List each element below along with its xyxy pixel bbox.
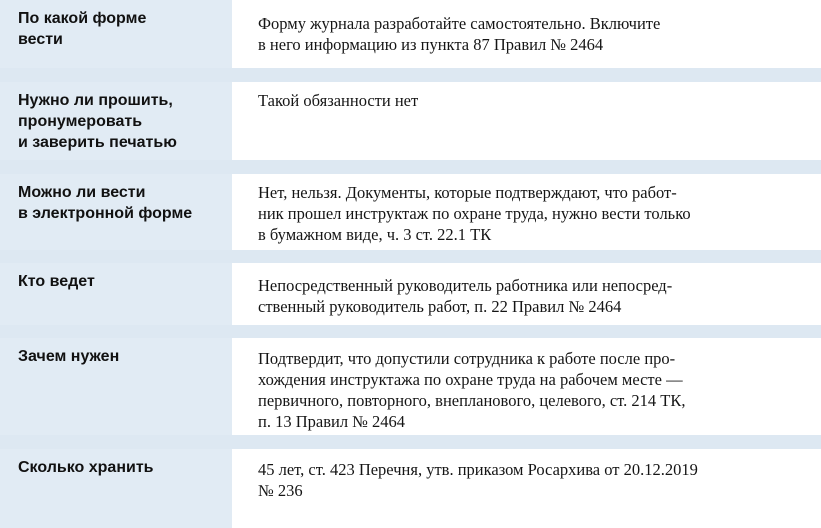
row-value bbox=[244, 174, 821, 250]
table-row bbox=[0, 263, 821, 325]
row-divider bbox=[0, 68, 821, 82]
table-row bbox=[0, 174, 821, 250]
row-value bbox=[244, 449, 821, 528]
row-value bbox=[244, 263, 821, 325]
value-line: в него информацию из пункта 87 Правил № 2464 bbox=[258, 35, 604, 54]
row-label bbox=[0, 263, 232, 325]
row-label bbox=[0, 338, 232, 435]
row-label bbox=[0, 0, 232, 68]
table-row bbox=[0, 449, 821, 528]
row-label bbox=[0, 82, 232, 160]
column-gap bbox=[232, 449, 244, 528]
label-line: Зачем нужен bbox=[18, 348, 120, 365]
table-row bbox=[0, 0, 821, 68]
value-line: ственный руководитель работ, п. 22 Правил № 2464 bbox=[258, 297, 622, 316]
column-gap bbox=[232, 82, 244, 160]
value-line: Такой обязанности нет bbox=[258, 91, 419, 110]
label-line: и заверить печатью bbox=[18, 134, 177, 151]
value-line: хождения инструктажа по охране труда на рабочем месте — bbox=[258, 370, 683, 389]
label-line: пронумеровать bbox=[18, 113, 143, 130]
label-line: Сколько хранить bbox=[18, 459, 154, 476]
value-line: 45 лет, ст. 423 Перечня, утв. приказом Росархива от 20.12.2019 bbox=[258, 460, 698, 479]
label-line: Можно ли вести bbox=[18, 184, 146, 201]
row-label bbox=[0, 174, 232, 250]
row-label bbox=[0, 449, 232, 528]
row-value bbox=[244, 0, 821, 68]
label-line: Нужно ли прошить, bbox=[18, 92, 173, 109]
value-line: п. 13 Правил № 2464 bbox=[258, 412, 406, 431]
row-divider bbox=[0, 435, 821, 449]
column-gap bbox=[232, 338, 244, 435]
label-line: Кто ведет bbox=[18, 273, 95, 290]
label-line: По какой форме bbox=[18, 10, 147, 27]
value-line: Нет, нельзя. Документы, которые подтверждают, что работ- bbox=[258, 183, 677, 202]
value-line: Непосредственный руководитель работника или непосред- bbox=[258, 276, 673, 295]
value-line: Подтвердит, что допустили сотрудника к работе после про- bbox=[258, 349, 676, 368]
row-divider bbox=[0, 325, 821, 338]
value-line: Форму журнала разработайте самостоятельно. Включите bbox=[258, 14, 661, 33]
value-line: ник прошел инструктаж по охране труда, нужно вести только bbox=[258, 204, 691, 223]
row-divider bbox=[0, 250, 821, 263]
value-line: в бумажном виде, ч. 3 ст. 22.1 ТК bbox=[258, 225, 492, 244]
row-divider bbox=[0, 160, 821, 174]
row-value bbox=[244, 82, 821, 160]
table-row bbox=[0, 338, 821, 435]
label-line: вести bbox=[18, 31, 63, 48]
value-line: первичного, повторного, внепланового, целевого, ст. 214 ТК, bbox=[258, 391, 686, 410]
row-value bbox=[244, 338, 821, 435]
table-row bbox=[0, 82, 821, 160]
column-gap bbox=[232, 0, 244, 68]
column-gap bbox=[232, 174, 244, 250]
column-gap bbox=[232, 263, 244, 325]
label-line: в электронной форме bbox=[18, 205, 193, 222]
value-line: № 236 bbox=[258, 481, 303, 500]
